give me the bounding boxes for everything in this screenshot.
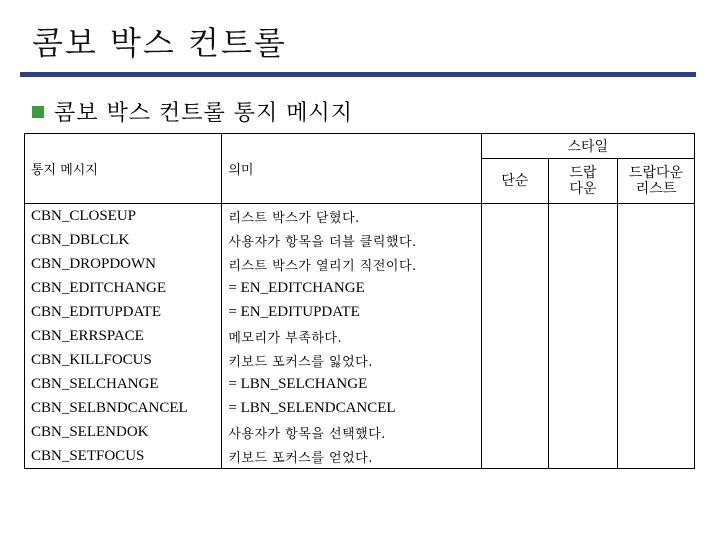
row-code: CBN_KILLFOCUS (25, 348, 222, 372)
header-message: 통지 메시지 (25, 134, 222, 204)
table-row (25, 444, 695, 469)
table-row (25, 420, 695, 444)
table-row (25, 372, 695, 396)
row-simple-mark (481, 444, 548, 469)
row-dropdown-list-mark (617, 396, 694, 420)
row-simple-mark (481, 420, 548, 444)
row-code: CBN_SETFOCUS (25, 444, 222, 469)
row-code: CBN_ERRSPACE (25, 324, 222, 348)
row-meaning: 사용자가 항목을 더블 클릭했다. (222, 228, 481, 252)
row-dropdown-list-mark (617, 348, 694, 372)
row-meaning: 키보드 포커스를 얻었다. (222, 444, 481, 469)
row-dropdown-mark (549, 276, 618, 300)
row-simple-mark (481, 348, 548, 372)
row-dropdown-list-mark (617, 420, 694, 444)
header-dropdown-list-label: 드랍다운 리스트 (628, 165, 684, 197)
row-code: CBN_SELCHANGE (25, 372, 222, 396)
row-simple-mark (481, 396, 548, 420)
row-simple-mark (481, 276, 548, 300)
header-simple (481, 159, 548, 204)
notification-table (24, 133, 695, 469)
row-dropdown-mark (549, 228, 618, 252)
row-dropdown-list-mark (617, 228, 694, 252)
row-simple-mark (481, 228, 548, 252)
row-meaning: 사용자가 항목을 선택했다. (222, 420, 481, 444)
header-meaning: 의미 (222, 134, 481, 204)
row-simple-mark (481, 252, 548, 276)
row-code: CBN_EDITUPDATE (25, 300, 222, 324)
square-bullet-icon (32, 106, 44, 118)
row-dropdown-mark (549, 324, 618, 348)
row-code: CBN_DROPDOWN (25, 252, 222, 276)
row-dropdown-mark (549, 396, 618, 420)
row-meaning: = LBN_SELCHANGE (222, 372, 481, 396)
row-dropdown-mark (549, 204, 618, 229)
row-code: CBN_SELENDOK (25, 420, 222, 444)
slide-title: 콤보 박스 컨트롤 (32, 24, 287, 62)
row-simple-mark (481, 324, 548, 348)
row-meaning: 키보드 포커스를 잃었다. (222, 348, 481, 372)
header-dropdown-list (617, 159, 694, 204)
table-row (25, 276, 695, 300)
row-code: CBN_CLOSEUP (25, 204, 222, 229)
row-dropdown-mark (549, 252, 618, 276)
row-code: CBN_SELBNDCANCEL (25, 396, 222, 420)
row-dropdown-list-mark (617, 252, 694, 276)
row-simple-mark (481, 204, 548, 229)
header-style: 스타일 (481, 134, 694, 159)
header-simple-label: 단순 (501, 173, 529, 189)
row-dropdown-list-mark (617, 372, 694, 396)
row-dropdown-mark (549, 420, 618, 444)
header-dropdown-label: 드랍 다운 (569, 165, 597, 197)
bullet-text: 콤보 박스 컨트롤 통지 메시지 (54, 101, 353, 126)
row-meaning: 리스트 박스가 닫혔다. (222, 204, 481, 229)
row-meaning: = EN_EDITUPDATE (222, 300, 481, 324)
row-simple-mark (481, 372, 548, 396)
table-row (25, 204, 695, 229)
bullet-row (32, 96, 353, 127)
row-dropdown-list-mark (617, 276, 694, 300)
table-row (25, 348, 695, 372)
row-meaning: = EN_EDITCHANGE (222, 276, 481, 300)
table-row (25, 300, 695, 324)
row-simple-mark (481, 300, 548, 324)
table-row (25, 396, 695, 420)
row-code: CBN_DBLCLK (25, 228, 222, 252)
row-dropdown-list-mark (617, 300, 694, 324)
table-row (25, 252, 695, 276)
row-meaning: 메모리가 부족하다. (222, 324, 481, 348)
row-meaning: = LBN_SELENDCANCEL (222, 396, 481, 420)
row-dropdown-mark (549, 372, 618, 396)
table-row (25, 228, 695, 252)
title-rule (20, 72, 696, 77)
row-dropdown-mark (549, 300, 618, 324)
row-dropdown-list-mark (617, 324, 694, 348)
row-dropdown-mark (549, 444, 618, 469)
table-row (25, 324, 695, 348)
row-dropdown-list-mark (617, 444, 694, 469)
row-dropdown-list-mark (617, 204, 694, 229)
row-meaning: 리스트 박스가 열리기 직전이다. (222, 252, 481, 276)
row-dropdown-mark (549, 348, 618, 372)
header-dropdown (549, 159, 618, 204)
row-code: CBN_EDITCHANGE (25, 276, 222, 300)
